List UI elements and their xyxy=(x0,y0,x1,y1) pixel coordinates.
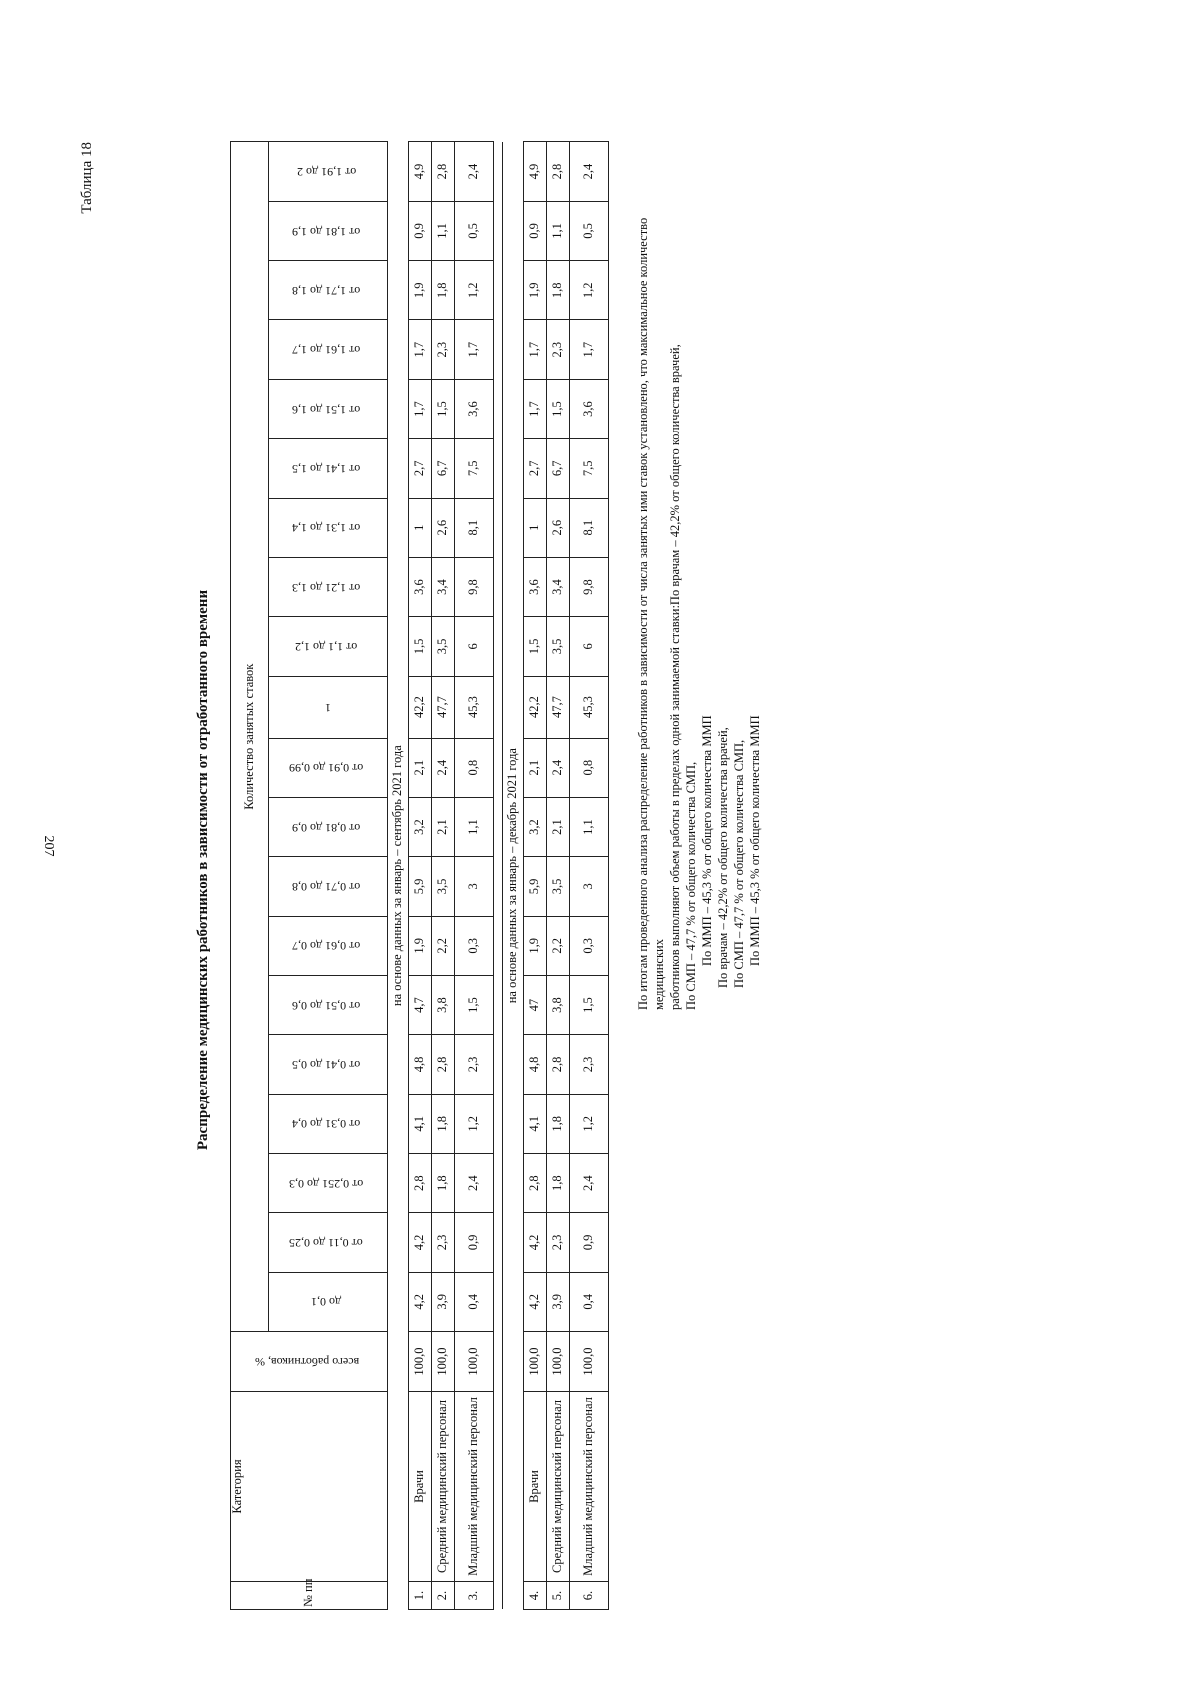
row-value: 3,2 xyxy=(524,797,547,856)
row-value: 1,2 xyxy=(570,261,609,320)
row-value: 1,8 xyxy=(432,261,455,320)
conclusion-line: По врачам – 42,2% от общего количества врачей, xyxy=(716,727,730,988)
row-value: 4,8 xyxy=(409,1035,432,1094)
distribution-table xyxy=(230,141,609,1610)
row-value: 3,4 xyxy=(547,557,570,616)
row-number: 5. xyxy=(547,1582,570,1610)
row-value: 2,2 xyxy=(432,916,455,975)
header-range: от 1,91 до 2 xyxy=(269,142,388,202)
period-label: на основе данных за январь – сентябрь 2021 года xyxy=(388,142,409,1610)
conclusion-line: По ММП – 45,3 % от общего количества ММП xyxy=(748,715,762,966)
row-value: 3,2 xyxy=(409,797,432,856)
row-value: 45,3 xyxy=(570,676,609,738)
header-range: от 1,1 до 1,2 xyxy=(269,617,388,676)
row-value: 3,5 xyxy=(547,617,570,676)
row-value: 6 xyxy=(570,617,609,676)
header-range: от 0,91 до 0,99 xyxy=(269,738,388,797)
row-value: 2,4 xyxy=(547,738,570,797)
row-value: 9,8 xyxy=(570,557,609,616)
row-value: 2,3 xyxy=(547,320,570,379)
row-total: 100,0 xyxy=(547,1332,570,1392)
row-value: 4,2 xyxy=(409,1213,432,1272)
table-row xyxy=(570,142,609,1610)
header-range: от 0,11 до 0,25 xyxy=(269,1213,388,1272)
row-value: 0,4 xyxy=(570,1272,609,1331)
row-value: 0,9 xyxy=(455,1213,494,1272)
row-value: 0,9 xyxy=(524,201,547,260)
row-value: 45,3 xyxy=(455,676,494,738)
row-value: 1,9 xyxy=(524,916,547,975)
row-value: 2,8 xyxy=(409,1153,432,1212)
conclusion-line: По итогам проведенного анализа распределение работников в зависимости от числа занятых ими ставок установлено, что максимальное количество медицинских xyxy=(636,217,666,1010)
row-value: 1,5 xyxy=(524,617,547,676)
row-value: 1,5 xyxy=(455,975,494,1034)
row-value: 4,2 xyxy=(524,1272,547,1331)
row-value: 1 xyxy=(524,498,547,557)
row-value: 47 xyxy=(524,975,547,1034)
row-value: 4,9 xyxy=(409,142,432,202)
row-value: 0,3 xyxy=(455,916,494,975)
row-value: 2,7 xyxy=(409,439,432,498)
conclusion-line: По СМП – 47,7 % от общего количества СМП, xyxy=(732,739,746,988)
row-value: 4,2 xyxy=(524,1213,547,1272)
row-value: 3,8 xyxy=(547,975,570,1034)
row-value: 9,8 xyxy=(455,557,494,616)
row-category: Врачи xyxy=(409,1392,432,1582)
row-value: 2,8 xyxy=(432,142,455,202)
row-value: 2,8 xyxy=(432,1035,455,1094)
header-range: от 1,51 до 1,6 xyxy=(269,379,388,438)
row-value: 3 xyxy=(455,857,494,916)
row-value: 1,9 xyxy=(409,261,432,320)
row-value: 4,9 xyxy=(524,142,547,202)
header-range: от 0,81 до 0,9 xyxy=(269,797,388,856)
row-value: 2,3 xyxy=(547,1213,570,1272)
header-category: Категория xyxy=(231,1392,388,1582)
row-value: 0,8 xyxy=(455,738,494,797)
header-range: от 0,51 до 0,6 xyxy=(269,975,388,1034)
row-value: 3,5 xyxy=(432,857,455,916)
page-number: 207 xyxy=(41,835,56,857)
row-value: 1,1 xyxy=(455,797,494,856)
row-value: 1,9 xyxy=(524,261,547,320)
row-total: 100,0 xyxy=(524,1332,547,1392)
row-value: 1,7 xyxy=(409,320,432,379)
row-value: 0,3 xyxy=(570,916,609,975)
row-value: 0,9 xyxy=(570,1213,609,1272)
row-value: 2,8 xyxy=(547,142,570,202)
row-category: Младший медицинский персонал xyxy=(570,1392,609,1582)
row-number: 6. xyxy=(570,1582,609,1610)
header-range: от 0,71 до 0,8 xyxy=(269,857,388,916)
header-range: от 0,31 до 0,4 xyxy=(269,1094,388,1153)
row-value: 4,8 xyxy=(524,1035,547,1094)
row-value: 1,5 xyxy=(547,379,570,438)
row-value: 2,7 xyxy=(524,439,547,498)
row-value: 1,8 xyxy=(547,261,570,320)
row-value: 4,2 xyxy=(409,1272,432,1331)
row-value: 2,3 xyxy=(432,1213,455,1272)
row-value: 7,5 xyxy=(455,439,494,498)
row-value: 2,4 xyxy=(455,1153,494,1212)
row-value: 1,5 xyxy=(409,617,432,676)
row-value: 1,2 xyxy=(455,1094,494,1153)
row-value: 0,5 xyxy=(455,201,494,260)
header-total: всего работников, % xyxy=(231,1332,388,1392)
row-category: Младший медицинский персонал xyxy=(455,1392,494,1582)
row-value: 0,9 xyxy=(409,201,432,260)
row-value: 1,2 xyxy=(455,261,494,320)
row-number: 3. xyxy=(455,1582,494,1610)
row-value: 2,3 xyxy=(570,1035,609,1094)
row-value: 1,1 xyxy=(432,201,455,260)
row-value: 2,3 xyxy=(455,1035,494,1094)
row-value: 2,3 xyxy=(432,320,455,379)
row-value: 3,9 xyxy=(547,1272,570,1331)
header-range: от 1,61 до 1,7 xyxy=(269,320,388,379)
header-range: от 1,41 до 1,5 xyxy=(269,439,388,498)
row-value: 2,6 xyxy=(432,498,455,557)
period-label: на основе данных за январь – декабрь 2021 года xyxy=(503,142,524,1610)
row-value: 1,2 xyxy=(570,1094,609,1153)
row-number: 4. xyxy=(524,1582,547,1610)
row-value: 3 xyxy=(570,857,609,916)
conclusion-line: По ММП – 45,3 % от общего количества ММП xyxy=(700,715,714,966)
row-value: 2,4 xyxy=(570,142,609,202)
row-number: 1. xyxy=(409,1582,432,1610)
row-value: 1,7 xyxy=(524,379,547,438)
row-value: 2,6 xyxy=(547,498,570,557)
rotated-page-content xyxy=(75,130,1095,1610)
row-value: 5,9 xyxy=(524,857,547,916)
row-value: 2,2 xyxy=(547,916,570,975)
row-value: 47,7 xyxy=(547,676,570,738)
row-value: 6 xyxy=(455,617,494,676)
table-label: Таблица 18 xyxy=(79,142,95,214)
row-value: 8,1 xyxy=(455,498,494,557)
row-total: 100,0 xyxy=(455,1332,494,1392)
header-range: от 0,251 до 0,3 xyxy=(269,1153,388,1212)
row-value: 2,4 xyxy=(570,1153,609,1212)
row-value: 3,8 xyxy=(432,975,455,1034)
header-range: до 0,1 xyxy=(269,1272,388,1331)
header-range: от 1,71 до 1,8 xyxy=(269,261,388,320)
row-value: 6,7 xyxy=(432,439,455,498)
row-value: 2,1 xyxy=(432,797,455,856)
row-value: 4,1 xyxy=(524,1094,547,1153)
row-value: 1,7 xyxy=(455,320,494,379)
row-value: 4,1 xyxy=(409,1094,432,1153)
row-value: 1,8 xyxy=(547,1094,570,1153)
row-value: 3,9 xyxy=(432,1272,455,1331)
row-value: 42,2 xyxy=(524,676,547,738)
row-value: 4,7 xyxy=(409,975,432,1034)
row-value: 1,1 xyxy=(570,797,609,856)
header-range: от 0,61 до 0,7 xyxy=(269,916,388,975)
row-value: 2,4 xyxy=(432,738,455,797)
row-value: 3,5 xyxy=(547,857,570,916)
row-value: 3,5 xyxy=(432,617,455,676)
table-row xyxy=(455,142,494,1610)
row-category: Средний медицинский персонал xyxy=(432,1392,455,1582)
row-value: 3,4 xyxy=(432,557,455,616)
row-value: 2,1 xyxy=(524,738,547,797)
row-category: Врачи xyxy=(524,1392,547,1582)
row-value: 1 xyxy=(409,498,432,557)
row-total: 100,0 xyxy=(409,1332,432,1392)
header-rates-group: Количество занятых ставок xyxy=(231,142,269,1332)
table-row xyxy=(547,142,570,1610)
row-value: 47,7 xyxy=(432,676,455,738)
conclusion-line: По СМП – 47,7 % от общего количества СМП, xyxy=(684,761,698,1010)
header-range: от 1,21 до 1,3 xyxy=(269,557,388,616)
row-value: 0,4 xyxy=(455,1272,494,1331)
row-value: 1,5 xyxy=(432,379,455,438)
row-value: 0,8 xyxy=(570,738,609,797)
row-value: 2,8 xyxy=(547,1035,570,1094)
row-value: 2,1 xyxy=(547,797,570,856)
row-value: 1,7 xyxy=(409,379,432,438)
table-row xyxy=(524,142,547,1610)
table-title: Распределение медицинских работников в зависимости от отработанного времени xyxy=(195,589,211,1151)
row-value: 7,5 xyxy=(570,439,609,498)
row-value: 5,9 xyxy=(409,857,432,916)
header-range: 1 xyxy=(269,676,388,738)
row-value: 2,4 xyxy=(455,142,494,202)
conclusion-text xyxy=(635,150,763,1010)
row-value: 3,6 xyxy=(409,557,432,616)
row-number: 2. xyxy=(432,1582,455,1610)
header-range: от 0,41 до 0,5 xyxy=(269,1035,388,1094)
row-value: 1,7 xyxy=(570,320,609,379)
row-category: Средний медицинский персонал xyxy=(547,1392,570,1582)
row-value: 1,8 xyxy=(547,1153,570,1212)
row-value: 1,9 xyxy=(409,916,432,975)
table-row xyxy=(432,142,455,1610)
row-value: 0,5 xyxy=(570,201,609,260)
row-value: 8,1 xyxy=(570,498,609,557)
row-value: 3,6 xyxy=(455,379,494,438)
row-value: 2,1 xyxy=(409,738,432,797)
row-value: 1,5 xyxy=(570,975,609,1034)
row-total: 100,0 xyxy=(432,1332,455,1392)
row-value: 1,8 xyxy=(432,1094,455,1153)
row-value: 1,7 xyxy=(524,320,547,379)
row-value: 3,6 xyxy=(570,379,609,438)
row-value: 3,6 xyxy=(524,557,547,616)
header-range: от 1,31 до 1,4 xyxy=(269,498,388,557)
row-value: 42,2 xyxy=(409,676,432,738)
table-row xyxy=(409,142,432,1610)
row-value: 6,7 xyxy=(547,439,570,498)
row-value: 1,8 xyxy=(432,1153,455,1212)
header-range: от 1,81 до 1,9 xyxy=(269,201,388,260)
row-value: 2,8 xyxy=(524,1153,547,1212)
row-total: 100,0 xyxy=(570,1332,609,1392)
row-value: 1,1 xyxy=(547,201,570,260)
header-num: № пп xyxy=(231,1582,388,1610)
conclusion-line: работников выполняют объем работы в пределах одной занимаемой ставки:По врачам – 42,2% от общего количества врачей, xyxy=(668,344,682,1010)
